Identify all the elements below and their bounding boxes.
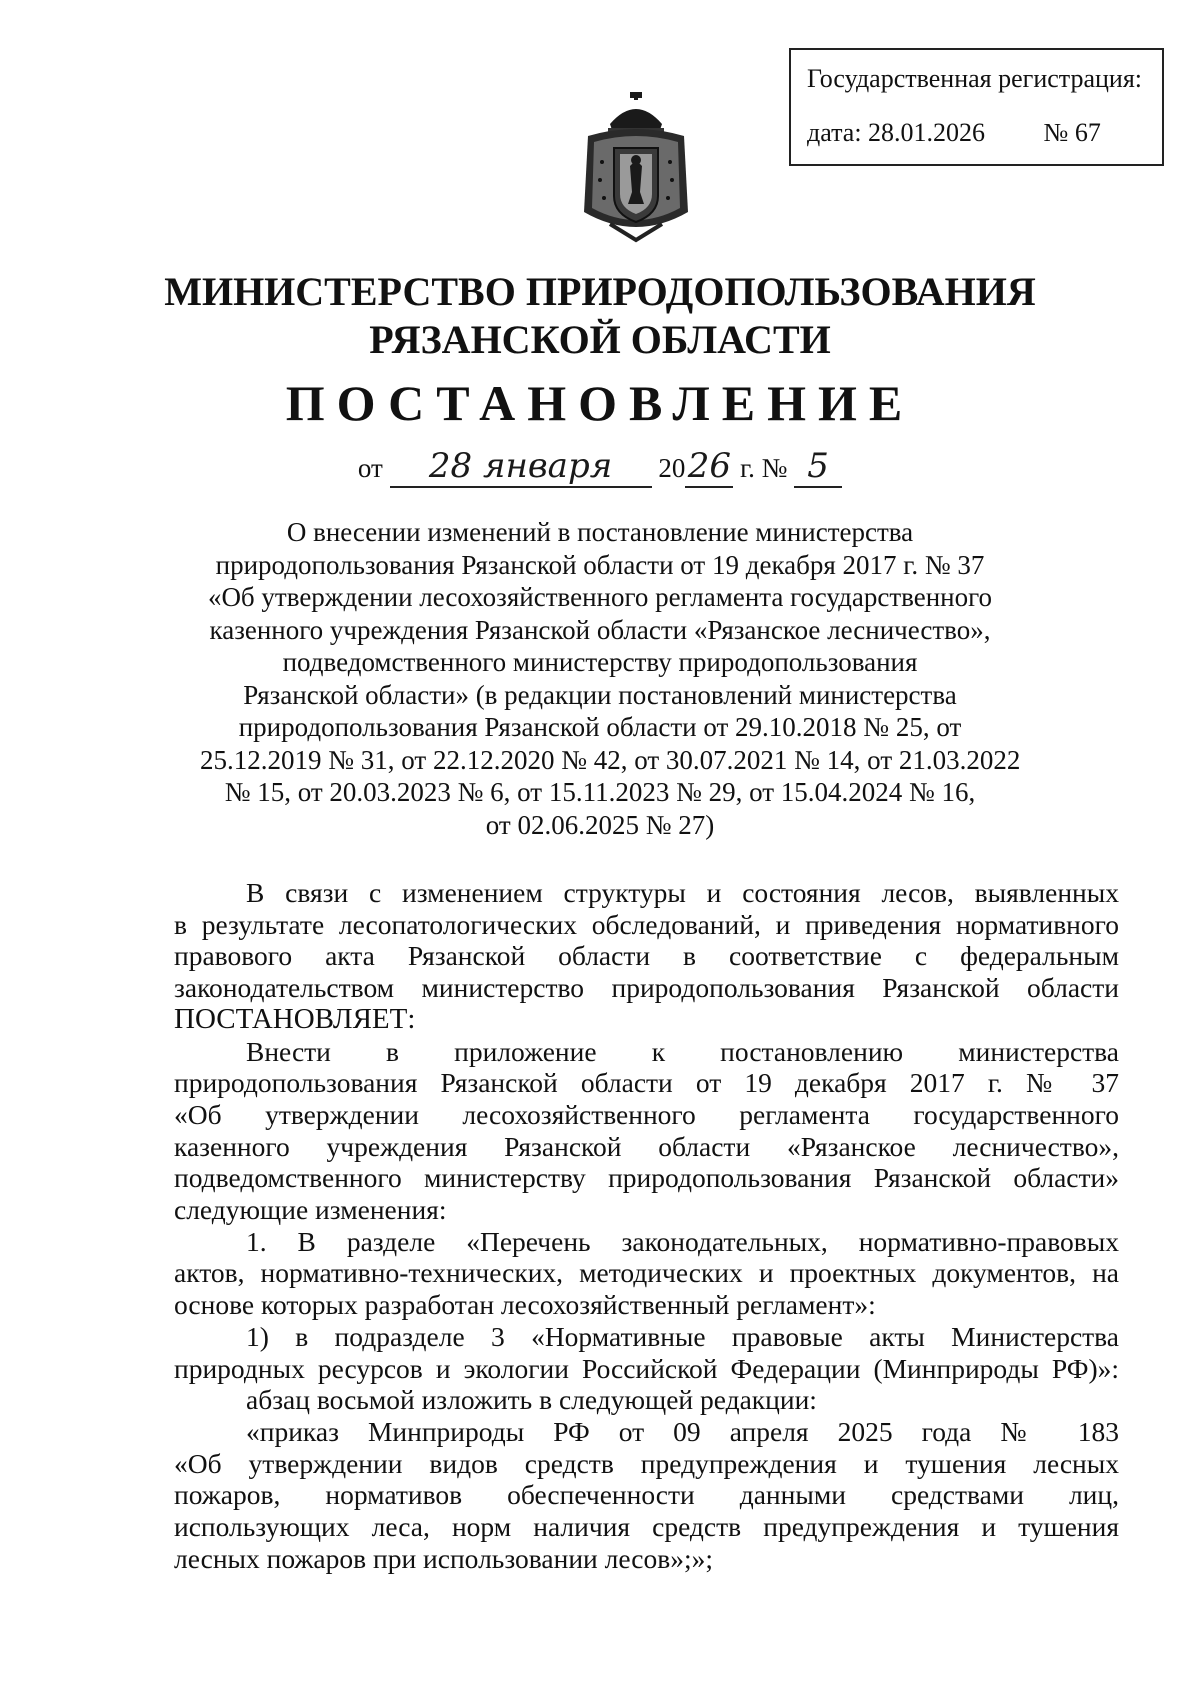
body-line: 1) в подразделе 3 «Нормативные правовые акты Министерства [246, 1320, 1119, 1352]
title-line: природопользования Рязанской области от 19 декабря 2017 г. № 37 [215, 549, 985, 580]
registration-label: Государственная регистрация: [807, 64, 1143, 93]
body-line: пожаров, нормативов обеспеченности данными средствами лиц, [174, 1479, 1119, 1511]
body-line: казенного учреждения Рязанской области «Рязанское лесничество», [174, 1130, 1119, 1162]
handwritten-date: 28 января [428, 446, 613, 486]
title-line: подведомственного министерству природопользования [282, 647, 918, 677]
resolution-word: ПОСТАНОВЛЯЕТ: [174, 1002, 416, 1035]
document-body [174, 877, 1119, 1574]
body-line: «Об утверждении лесохозяйственного регламента государственного [174, 1098, 1119, 1130]
registration-number: № 67 [1043, 118, 1101, 147]
title-line: «Об утверждении лесохозяйственного регламента государственного [207, 582, 993, 612]
body-line: природных ресурсов и экологии Российской Федерации (Минприроды РФ)»: [174, 1352, 1119, 1384]
body-line: следующие изменения: [174, 1194, 447, 1226]
date-prefix: от [357, 453, 383, 483]
body-line: в результате лесопатологических обследований, и приведения нормативного [174, 908, 1119, 940]
body-line: актов, нормативно-технических, методических и проектных документов, на [174, 1257, 1119, 1289]
body-line: 1. В разделе «Перечень законодательных, нормативно-правовых [246, 1225, 1119, 1257]
body-line: природопользования Рязанской области от 19 декабря 2017 г. № 37 [174, 1067, 1119, 1099]
body-line: В связи с изменением структуры и состояния лесов, выявленных [246, 877, 1119, 908]
document-type-heading: ПОСТАНОВЛЕНИЕ [285, 375, 915, 431]
handwritten-number: 5 [807, 446, 829, 486]
number-prefix: г. № [740, 453, 788, 483]
title-line: природопользования Рязанской области от 29.10.2018 № 25, от [238, 712, 962, 742]
body-line: использующих леса, норм наличия средств предупреждения и тушения [174, 1511, 1119, 1543]
date-line [0, 446, 1200, 498]
ministry-line: МИНИСТЕРСТВО ПРИРОДОПОЛЬЗОВАНИЯ [164, 269, 1036, 314]
body-line: «приказ Минприроды РФ от 09 апреля 2025 года № 183 [246, 1415, 1119, 1447]
ministry-name [0, 268, 1200, 364]
year-prefix: 20 [658, 453, 686, 483]
title-line: от 02.06.2025 № 27) [485, 809, 715, 840]
registration-stamp [789, 48, 1164, 166]
body-line: подведомственного министерству природопользования Рязанской области» [174, 1162, 1119, 1194]
title-line: Рязанской области» (в редакции постановлений министерства [243, 679, 957, 710]
body-line: основе которых разработан лесохозяйственный регламент»: [174, 1289, 876, 1321]
document-title [200, 516, 1021, 841]
handwritten-year: 26 [687, 446, 731, 486]
body-line: лесных пожаров при использовании лесов»;»; [174, 1542, 713, 1574]
title-line: 25.12.2019 № 31, от 22.12.2020 № 42, от 30.07.2021 № 14, от 21.03.2022 [200, 744, 1021, 775]
body-line: абзац восьмой изложить в следующей редакции: [246, 1384, 817, 1416]
title-line: О внесении изменений в постановление министерства [286, 517, 914, 547]
body-line: правового акта Рязанской области в соответствие с федеральным [174, 940, 1119, 972]
title-line: № 15, от 20.03.2023 № 6, от 15.11.2023 № 29, от 15.04.2024 № 16, [224, 777, 976, 807]
title-line: казенного учреждения Рязанской области «Рязанское лесничество», [209, 614, 991, 645]
coat-of-arms-icon [580, 92, 692, 247]
body-line: законодательством министерство природопользования Рязанской области [174, 972, 1119, 1004]
ministry-line: РЯЗАНСКОЙ ОБЛАСТИ [369, 317, 831, 362]
registration-date: дата: 28.01.2026 [807, 118, 986, 147]
body-line: «Об утверждении видов средств предупреждения и тушения лесных [174, 1447, 1119, 1479]
body-line: Внести в приложение к постановлению министерства [246, 1035, 1119, 1067]
